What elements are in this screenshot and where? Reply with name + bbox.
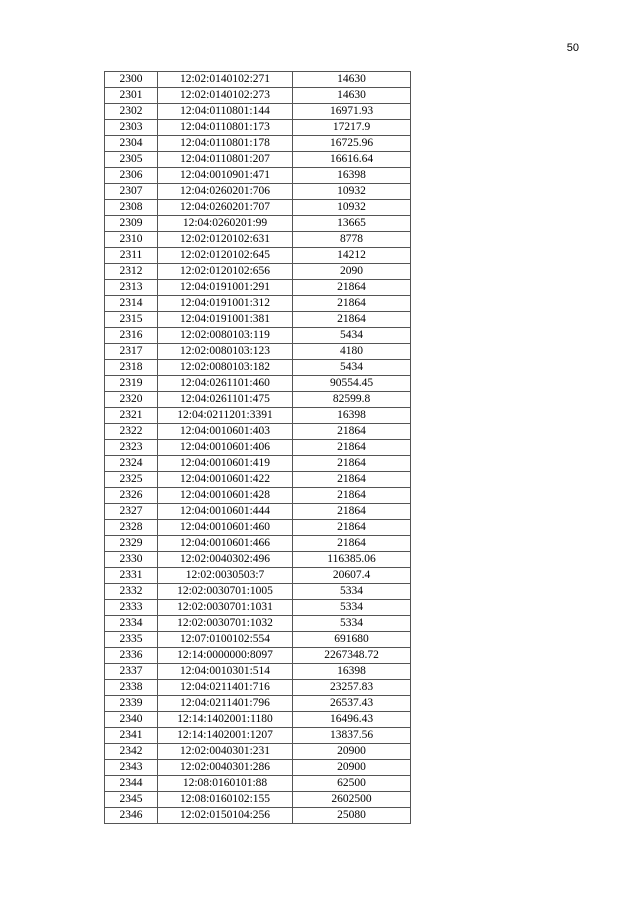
value-cell: 4180: [293, 344, 411, 360]
cadastral-number-cell: 12:04:0010601:406: [158, 440, 293, 456]
table-row: [105, 504, 411, 520]
value-cell: 2602500: [293, 792, 411, 808]
cadastral-number-cell: 12:04:0211201:3391: [158, 408, 293, 424]
cadastral-number-cell: 12:02:0140102:271: [158, 72, 293, 88]
row-number-cell: 2315: [105, 312, 158, 328]
row-number-cell: 2329: [105, 536, 158, 552]
cadastral-number-cell: 12:02:0120102:645: [158, 248, 293, 264]
table-row: [105, 296, 411, 312]
table-row: [105, 328, 411, 344]
cadastral-number-cell: 12:04:0211401:796: [158, 696, 293, 712]
table-row: [105, 248, 411, 264]
value-cell: 21864: [293, 472, 411, 488]
row-number-cell: 2335: [105, 632, 158, 648]
table-row: [105, 488, 411, 504]
table-row: [105, 648, 411, 664]
value-cell: 21864: [293, 312, 411, 328]
cadastral-number-cell: 12:04:0110801:173: [158, 120, 293, 136]
cadastral-number-cell: 12:04:0261101:475: [158, 392, 293, 408]
cadastral-number-cell: 12:04:0191001:291: [158, 280, 293, 296]
table-row: [105, 136, 411, 152]
value-cell: 20900: [293, 744, 411, 760]
row-number-cell: 2328: [105, 520, 158, 536]
cadastral-number-cell: 12:14:1402001:1207: [158, 728, 293, 744]
cadastral-number-cell: 12:02:0080103:182: [158, 360, 293, 376]
value-cell: 16971.93: [293, 104, 411, 120]
row-number-cell: 2314: [105, 296, 158, 312]
cadastral-number-cell: 12:04:0191001:381: [158, 312, 293, 328]
cadastral-number-cell: 12:02:0120102:656: [158, 264, 293, 280]
value-cell: 16725.96: [293, 136, 411, 152]
cadastral-number-cell: 12:04:0191001:312: [158, 296, 293, 312]
value-cell: 20900: [293, 760, 411, 776]
value-cell: 14630: [293, 72, 411, 88]
value-cell: 21864: [293, 424, 411, 440]
value-cell: 8778: [293, 232, 411, 248]
value-cell: 16398: [293, 408, 411, 424]
value-cell: 116385.06: [293, 552, 411, 568]
table-row: [105, 472, 411, 488]
cadastral-number-cell: 12:02:0040302:496: [158, 552, 293, 568]
row-number-cell: 2334: [105, 616, 158, 632]
cadastral-number-cell: 12:02:0150104:256: [158, 808, 293, 824]
value-cell: 13665: [293, 216, 411, 232]
row-number-cell: 2308: [105, 200, 158, 216]
row-number-cell: 2312: [105, 264, 158, 280]
value-cell: 21864: [293, 536, 411, 552]
row-number-cell: 2341: [105, 728, 158, 744]
cadastral-number-cell: 12:04:0010601:422: [158, 472, 293, 488]
table-row: [105, 632, 411, 648]
row-number-cell: 2310: [105, 232, 158, 248]
cadastral-number-cell: 12:02:0040301:286: [158, 760, 293, 776]
cadastral-number-cell: 12:04:0260201:707: [158, 200, 293, 216]
cadastral-number-cell: 12:04:0010301:514: [158, 664, 293, 680]
value-cell: 5334: [293, 600, 411, 616]
row-number-cell: 2333: [105, 600, 158, 616]
table-row: [105, 728, 411, 744]
row-number-cell: 2338: [105, 680, 158, 696]
row-number-cell: 2336: [105, 648, 158, 664]
value-cell: 14630: [293, 88, 411, 104]
table-row: [105, 104, 411, 120]
cadastral-number-cell: 12:02:0030701:1005: [158, 584, 293, 600]
row-number-cell: 2325: [105, 472, 158, 488]
row-number-cell: 2318: [105, 360, 158, 376]
row-number-cell: 2320: [105, 392, 158, 408]
cadastral-number-cell: 12:02:0040301:231: [158, 744, 293, 760]
row-number-cell: 2326: [105, 488, 158, 504]
row-number-cell: 2327: [105, 504, 158, 520]
row-number-cell: 2300: [105, 72, 158, 88]
value-cell: 16616.64: [293, 152, 411, 168]
cadastral-number-cell: 12:04:0010601:444: [158, 504, 293, 520]
value-cell: 10932: [293, 184, 411, 200]
row-number-cell: 2309: [105, 216, 158, 232]
value-cell: 62500: [293, 776, 411, 792]
cadastral-value-table: [104, 71, 411, 824]
row-number-cell: 2343: [105, 760, 158, 776]
cadastral-number-cell: 12:04:0010601:403: [158, 424, 293, 440]
cadastral-number-cell: 12:04:0010601:428: [158, 488, 293, 504]
cadastral-number-cell: 12:14:0000000:8097: [158, 648, 293, 664]
table-row: [105, 72, 411, 88]
table-row: [105, 616, 411, 632]
row-number-cell: 2319: [105, 376, 158, 392]
table-row: [105, 264, 411, 280]
row-number-cell: 2316: [105, 328, 158, 344]
table-row: [105, 568, 411, 584]
value-cell: 21864: [293, 456, 411, 472]
value-cell: 5434: [293, 360, 411, 376]
table-row: [105, 232, 411, 248]
row-number-cell: 2340: [105, 712, 158, 728]
value-cell: 2090: [293, 264, 411, 280]
table-row: [105, 168, 411, 184]
table-row: [105, 552, 411, 568]
value-cell: 26537.43: [293, 696, 411, 712]
table-row: [105, 360, 411, 376]
cadastral-number-cell: 12:02:0080103:123: [158, 344, 293, 360]
value-cell: 16496.43: [293, 712, 411, 728]
table-row: [105, 440, 411, 456]
cadastral-number-cell: 12:14:1402001:1180: [158, 712, 293, 728]
table-row: [105, 584, 411, 600]
table-row: [105, 536, 411, 552]
value-cell: 16398: [293, 168, 411, 184]
value-cell: 82599.8: [293, 392, 411, 408]
table-row: [105, 520, 411, 536]
value-cell: 21864: [293, 504, 411, 520]
row-number-cell: 2330: [105, 552, 158, 568]
cadastral-number-cell: 12:04:0110801:178: [158, 136, 293, 152]
value-cell: 2267348.72: [293, 648, 411, 664]
table-row: [105, 664, 411, 680]
value-cell: 21864: [293, 488, 411, 504]
table-row: [105, 680, 411, 696]
row-number-cell: 2345: [105, 792, 158, 808]
table-row: [105, 216, 411, 232]
row-number-cell: 2337: [105, 664, 158, 680]
value-cell: 5334: [293, 616, 411, 632]
row-number-cell: 2331: [105, 568, 158, 584]
value-cell: 13837.56: [293, 728, 411, 744]
cadastral-number-cell: 12:02:0030503:7: [158, 568, 293, 584]
value-cell: 25080: [293, 808, 411, 824]
table-row: [105, 200, 411, 216]
value-cell: 21864: [293, 440, 411, 456]
cadastral-number-cell: 12:02:0140102:273: [158, 88, 293, 104]
row-number-cell: 2306: [105, 168, 158, 184]
table-row: [105, 712, 411, 728]
row-number-cell: 2323: [105, 440, 158, 456]
value-cell: 17217.9: [293, 120, 411, 136]
value-cell: 20607.4: [293, 568, 411, 584]
table-row: [105, 600, 411, 616]
row-number-cell: 2346: [105, 808, 158, 824]
cadastral-number-cell: 12:07:0100102:554: [158, 632, 293, 648]
row-number-cell: 2305: [105, 152, 158, 168]
row-number-cell: 2311: [105, 248, 158, 264]
table-row: [105, 696, 411, 712]
cadastral-number-cell: 12:02:0030701:1032: [158, 616, 293, 632]
row-number-cell: 2303: [105, 120, 158, 136]
value-cell: 16398: [293, 664, 411, 680]
table-row: [105, 152, 411, 168]
table-row: [105, 88, 411, 104]
value-cell: 691680: [293, 632, 411, 648]
value-cell: 5434: [293, 328, 411, 344]
cadastral-number-cell: 12:02:0080103:119: [158, 328, 293, 344]
row-number-cell: 2324: [105, 456, 158, 472]
value-cell: 14212: [293, 248, 411, 264]
table-row: [105, 744, 411, 760]
value-cell: 90554.45: [293, 376, 411, 392]
row-number-cell: 2313: [105, 280, 158, 296]
table-row: [105, 312, 411, 328]
row-number-cell: 2307: [105, 184, 158, 200]
cadastral-number-cell: 12:04:0260201:706: [158, 184, 293, 200]
row-number-cell: 2304: [105, 136, 158, 152]
row-number-cell: 2342: [105, 744, 158, 760]
cadastral-number-cell: 12:08:0160101:88: [158, 776, 293, 792]
table-row: [105, 392, 411, 408]
row-number-cell: 2302: [105, 104, 158, 120]
table-row: [105, 344, 411, 360]
row-number-cell: 2317: [105, 344, 158, 360]
cadastral-number-cell: 12:04:0010601:460: [158, 520, 293, 536]
row-number-cell: 2322: [105, 424, 158, 440]
table-row: [105, 408, 411, 424]
value-cell: 21864: [293, 280, 411, 296]
cadastral-number-cell: 12:04:0211401:716: [158, 680, 293, 696]
cadastral-number-cell: 12:08:0160102:155: [158, 792, 293, 808]
cadastral-number-cell: 12:02:0120102:631: [158, 232, 293, 248]
cadastral-number-cell: 12:04:0010601:419: [158, 456, 293, 472]
value-cell: 21864: [293, 520, 411, 536]
table-row: [105, 424, 411, 440]
row-number-cell: 2332: [105, 584, 158, 600]
table-row: [105, 184, 411, 200]
table-row: [105, 792, 411, 808]
table-row: [105, 776, 411, 792]
page-number: 50: [566, 42, 579, 54]
cadastral-number-cell: 12:04:0010601:466: [158, 536, 293, 552]
row-number-cell: 2301: [105, 88, 158, 104]
table-row: [105, 120, 411, 136]
table-body: [105, 72, 411, 824]
row-number-cell: 2321: [105, 408, 158, 424]
cadastral-number-cell: 12:04:0110801:207: [158, 152, 293, 168]
table-row: [105, 760, 411, 776]
cadastral-number-cell: 12:04:0010901:471: [158, 168, 293, 184]
cadastral-number-cell: 12:02:0030701:1031: [158, 600, 293, 616]
value-cell: 23257.83: [293, 680, 411, 696]
cadastral-number-cell: 12:04:0261101:460: [158, 376, 293, 392]
value-cell: 10932: [293, 200, 411, 216]
table-row: [105, 280, 411, 296]
table-row: [105, 808, 411, 824]
cadastral-number-cell: 12:04:0110801:144: [158, 104, 293, 120]
table-row: [105, 456, 411, 472]
row-number-cell: 2339: [105, 696, 158, 712]
value-cell: 21864: [293, 296, 411, 312]
cadastral-number-cell: 12:04:0260201:99: [158, 216, 293, 232]
table-row: [105, 376, 411, 392]
value-cell: 5334: [293, 584, 411, 600]
row-number-cell: 2344: [105, 776, 158, 792]
